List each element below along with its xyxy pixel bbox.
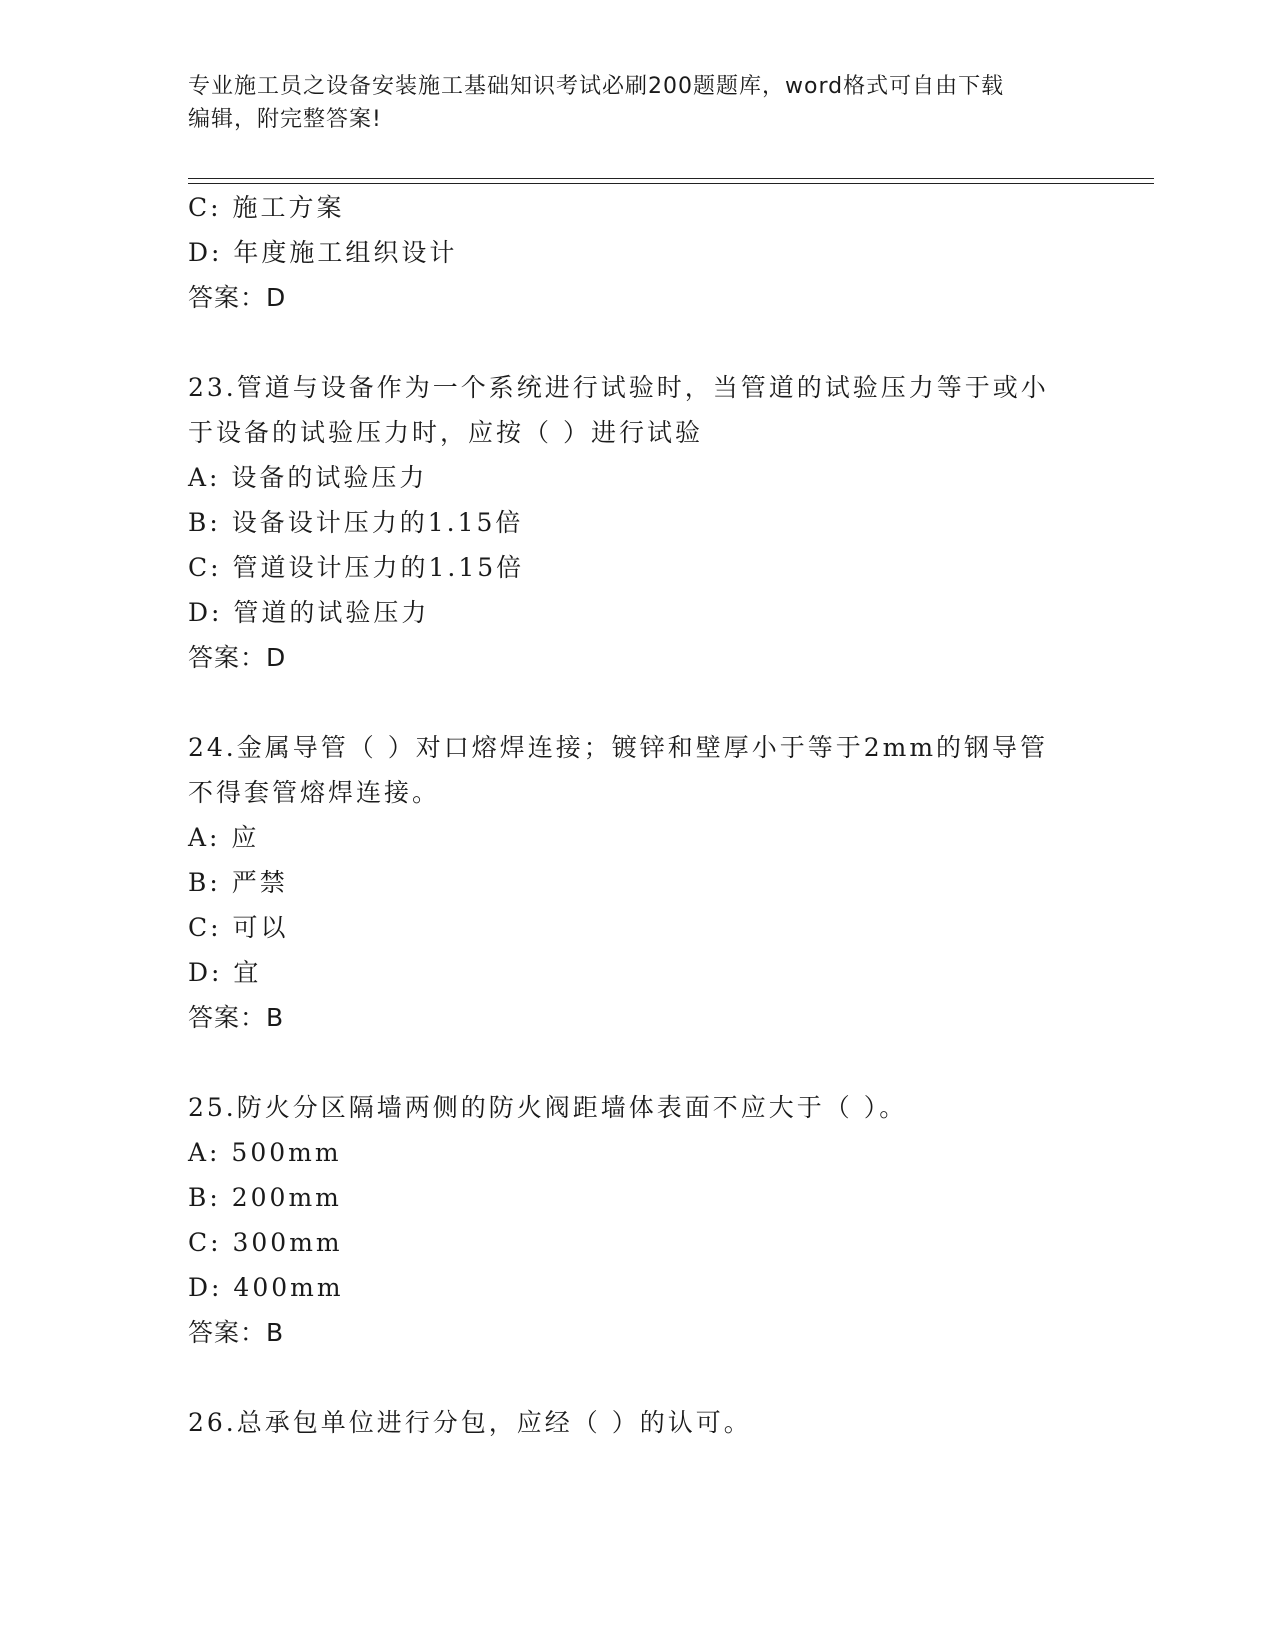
q23-option-d: D: 管道的试验压力 [188,598,430,627]
q23-option-c: C: 管道设计压力的1.15倍 [188,553,525,582]
header-divider-bottom [188,183,1154,184]
q24-option-a: A: 应 [188,823,260,852]
q25-option-c: C: 300mm [188,1228,343,1257]
q24-option-c: C: 可以 [188,913,289,942]
document-header [188,70,1068,136]
q25-option-d: D: 400mm [188,1273,344,1302]
q22-answer: 答案：D [188,283,287,312]
q23-option-b: B: 设备设计压力的1.15倍 [188,508,524,537]
q24-stem-line1: 24.金属导管（ ）对口熔焊连接；镀锌和壁厚小于等于2mm的钢导管 [188,733,1049,762]
q24-option-d: D: 宜 [188,958,262,987]
q25-option-a: A: 500mm [188,1138,342,1167]
q25-stem-line1: 25.防火分区隔墙两侧的防火阀距墙体表面不应大于（ ）。 [188,1093,908,1122]
q22-option-d: D: 年度施工组织设计 [188,238,458,267]
q24-answer: 答案：B [188,1003,285,1032]
q24-stem-line2: 不得套管熔焊连接。 [188,778,441,807]
q22-option-c: C: 施工方案 [188,193,345,222]
q24-option-b: B: 严禁 [188,868,288,897]
header-title-line2: 编辑，附完整答案! [188,107,382,132]
header-title-line1: 专业施工员之设备安装施工基础知识考试必刷200题题库，word格式可自由下载 [188,74,1005,99]
q25-answer: 答案：B [188,1318,285,1347]
q23-stem-line1: 23.管道与设备作为一个系统进行试验时，当管道的试验压力等于或小 [188,373,1049,402]
q23-answer: 答案：D [188,643,287,672]
header-divider-top [188,178,1154,179]
q23-stem-line2: 于设备的试验压力时，应按（ ）进行试验 [188,418,703,447]
q25-option-b: B: 200mm [188,1183,342,1212]
q23-option-a: A: 设备的试验压力 [188,463,428,492]
q26-stem-line1: 26.总承包单位进行分包，应经（ ）的认可。 [188,1408,752,1437]
